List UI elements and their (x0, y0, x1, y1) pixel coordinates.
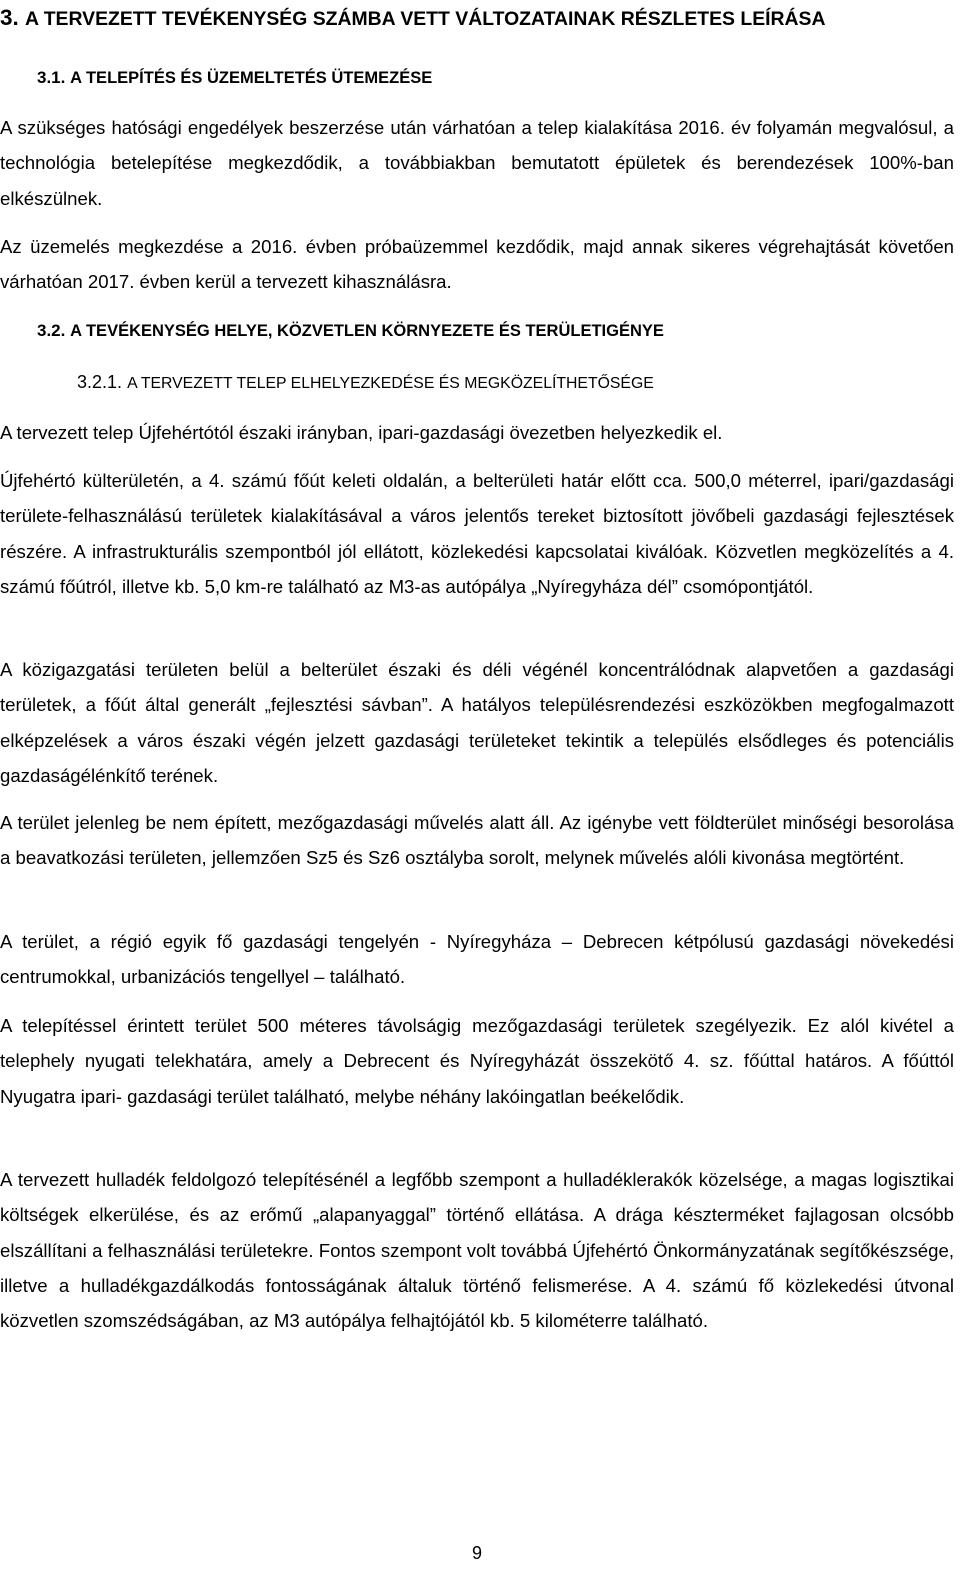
paragraph-economic-areas: A közigazgatási területen belül a belterület északi és déli végénél koncentrálódnak alapvetően a gazdasági területek, a főút által generált „fejlesztési sávban”. A hatályos településrendezési eszközökben megfogalmazott elképzelések a város északi végén jelzett gazdasági területeket tekintik a település elsődleges és potenciális gazdaságélénkítő terének. (0, 659, 954, 786)
paragraph-regional-axis: A terület, a régió egyik fő gazdasági tengelyén - Nyíregyháza – Debrecen kétpólusú gazdasági növekedési centrumokkal, urbanizációs tengellyel – található. (0, 931, 954, 988)
section-3-2-heading (37, 320, 664, 342)
main-heading-text: A TERVEZETT TEVÉKENYSÉG SZÁMBA VETT VÁLTOZATAINAK RÉSZLETES LEÍRÁSA (25, 8, 826, 30)
paragraph-access: Újfehértó külterületén, a 4. számú főút keleti oldalán, a belterületi határ előtt cca. 500,0 méterrel, ipari/gazdasági területe-felhasználású területek kialakításával a város jelentős tereket biztosított jövőbeli gazdasági fejlesztések részére. A infrastrukturális szempontból jól ellátott, közlekedési kapcsolatai kiválóak. Közvetlen megközelítés a 4. számú főútról, illetve kb. 5,0 km-re található az M3-as autópálya „Nyíregyháza dél” csomópontjától. (0, 470, 954, 597)
paragraph-site-selection: A tervezett hulladék feldolgozó telepítésénél a legfőbb szempont a hulladéklerakók közelsége, a magas logisztikai költségek elkerülése, és az erőmű „alapanyaggal” történő ellátása. A drága készterméket fajlagosan olcsóbb elszállítani a felhasználási területekre. Fontos szempont volt továbbá Újfehértó Önkormányzatának segítőkészsége, illetve a hulladékgazdálkodás fontosságának általuk történő felismerése. A 4. számú fő közlekedési útvonal közvetlen szomszédságában, az M3 autópálya felhajtójától kb. 5 kilométerre található. (0, 1169, 954, 1332)
section-3-2-1-heading (77, 370, 654, 396)
section-3-2-1-title: A TERVEZETT TELEP ELHELYEZKEDÉSE ÉS MEGKÖZELÍTHETŐSÉGE (127, 375, 654, 392)
section-3-1-heading (37, 67, 432, 89)
main-heading-number: 3. (0, 5, 19, 30)
paragraph-land-use: A terület jelenleg be nem épített, mezőgazdasági művelés alatt áll. Az igénybe vett földterület minőségi besorolása a beavatkozási területen, jellemzően Sz5 és Sz6 osztályba sorolt, melynek művelés alóli kivonása megtörtént. (0, 812, 954, 869)
paragraph-schedule: A szükséges hatósági engedélyek beszerzése után várhatóan a telep kialakítása 2016. év folyamán megvalósul, a technológia betelepítése megkezdődik, a továbbiakban bemutatott épületek és berendezések 100%-ban elkészülnek. (0, 117, 954, 209)
section-3-1-title: A TELEPÍTÉS ÉS ÜZEMELTETÉS ÜTEMEZÉSE (70, 69, 433, 87)
page-number: 9 (471, 1543, 482, 1563)
section-3-2-number: 3.2. (37, 321, 66, 340)
section-3-1-number: 3.1. (37, 68, 66, 87)
main-heading (0, 4, 958, 33)
paragraph-location: A tervezett telep Újfehértótól északi irányban, ipari-gazdasági övezetben helyezkedik el. (0, 422, 723, 443)
paragraph-operation-start: Az üzemelés megkezdése a 2016. évben próbaüzemmel kezdődik, majd annak sikeres végrehajtását követően várhatóan 2017. évben kerül a tervezett kihasználásra. (0, 236, 954, 293)
section-3-2-title: A TEVÉKENYSÉG HELYE, KÖZVETLEN KÖRNYEZETE ÉS TERÜLETIGÉNYE (70, 322, 664, 340)
section-3-2-1-number: 3.2.1. (77, 372, 123, 392)
paragraph-surroundings: A telepítéssel érintett terület 500 méteres távolságig mezőgazdasági területek szegélyezik. Ez alól kivétel a telephely nyugati telekhatára, amely a Debrecent és Nyíregyházát összekötő 4. sz. főúttal határos. A főúttól Nyugatra ipari- gazdasági terület található, melybe néhány lakóingatlan beékelődik. (0, 1015, 954, 1107)
